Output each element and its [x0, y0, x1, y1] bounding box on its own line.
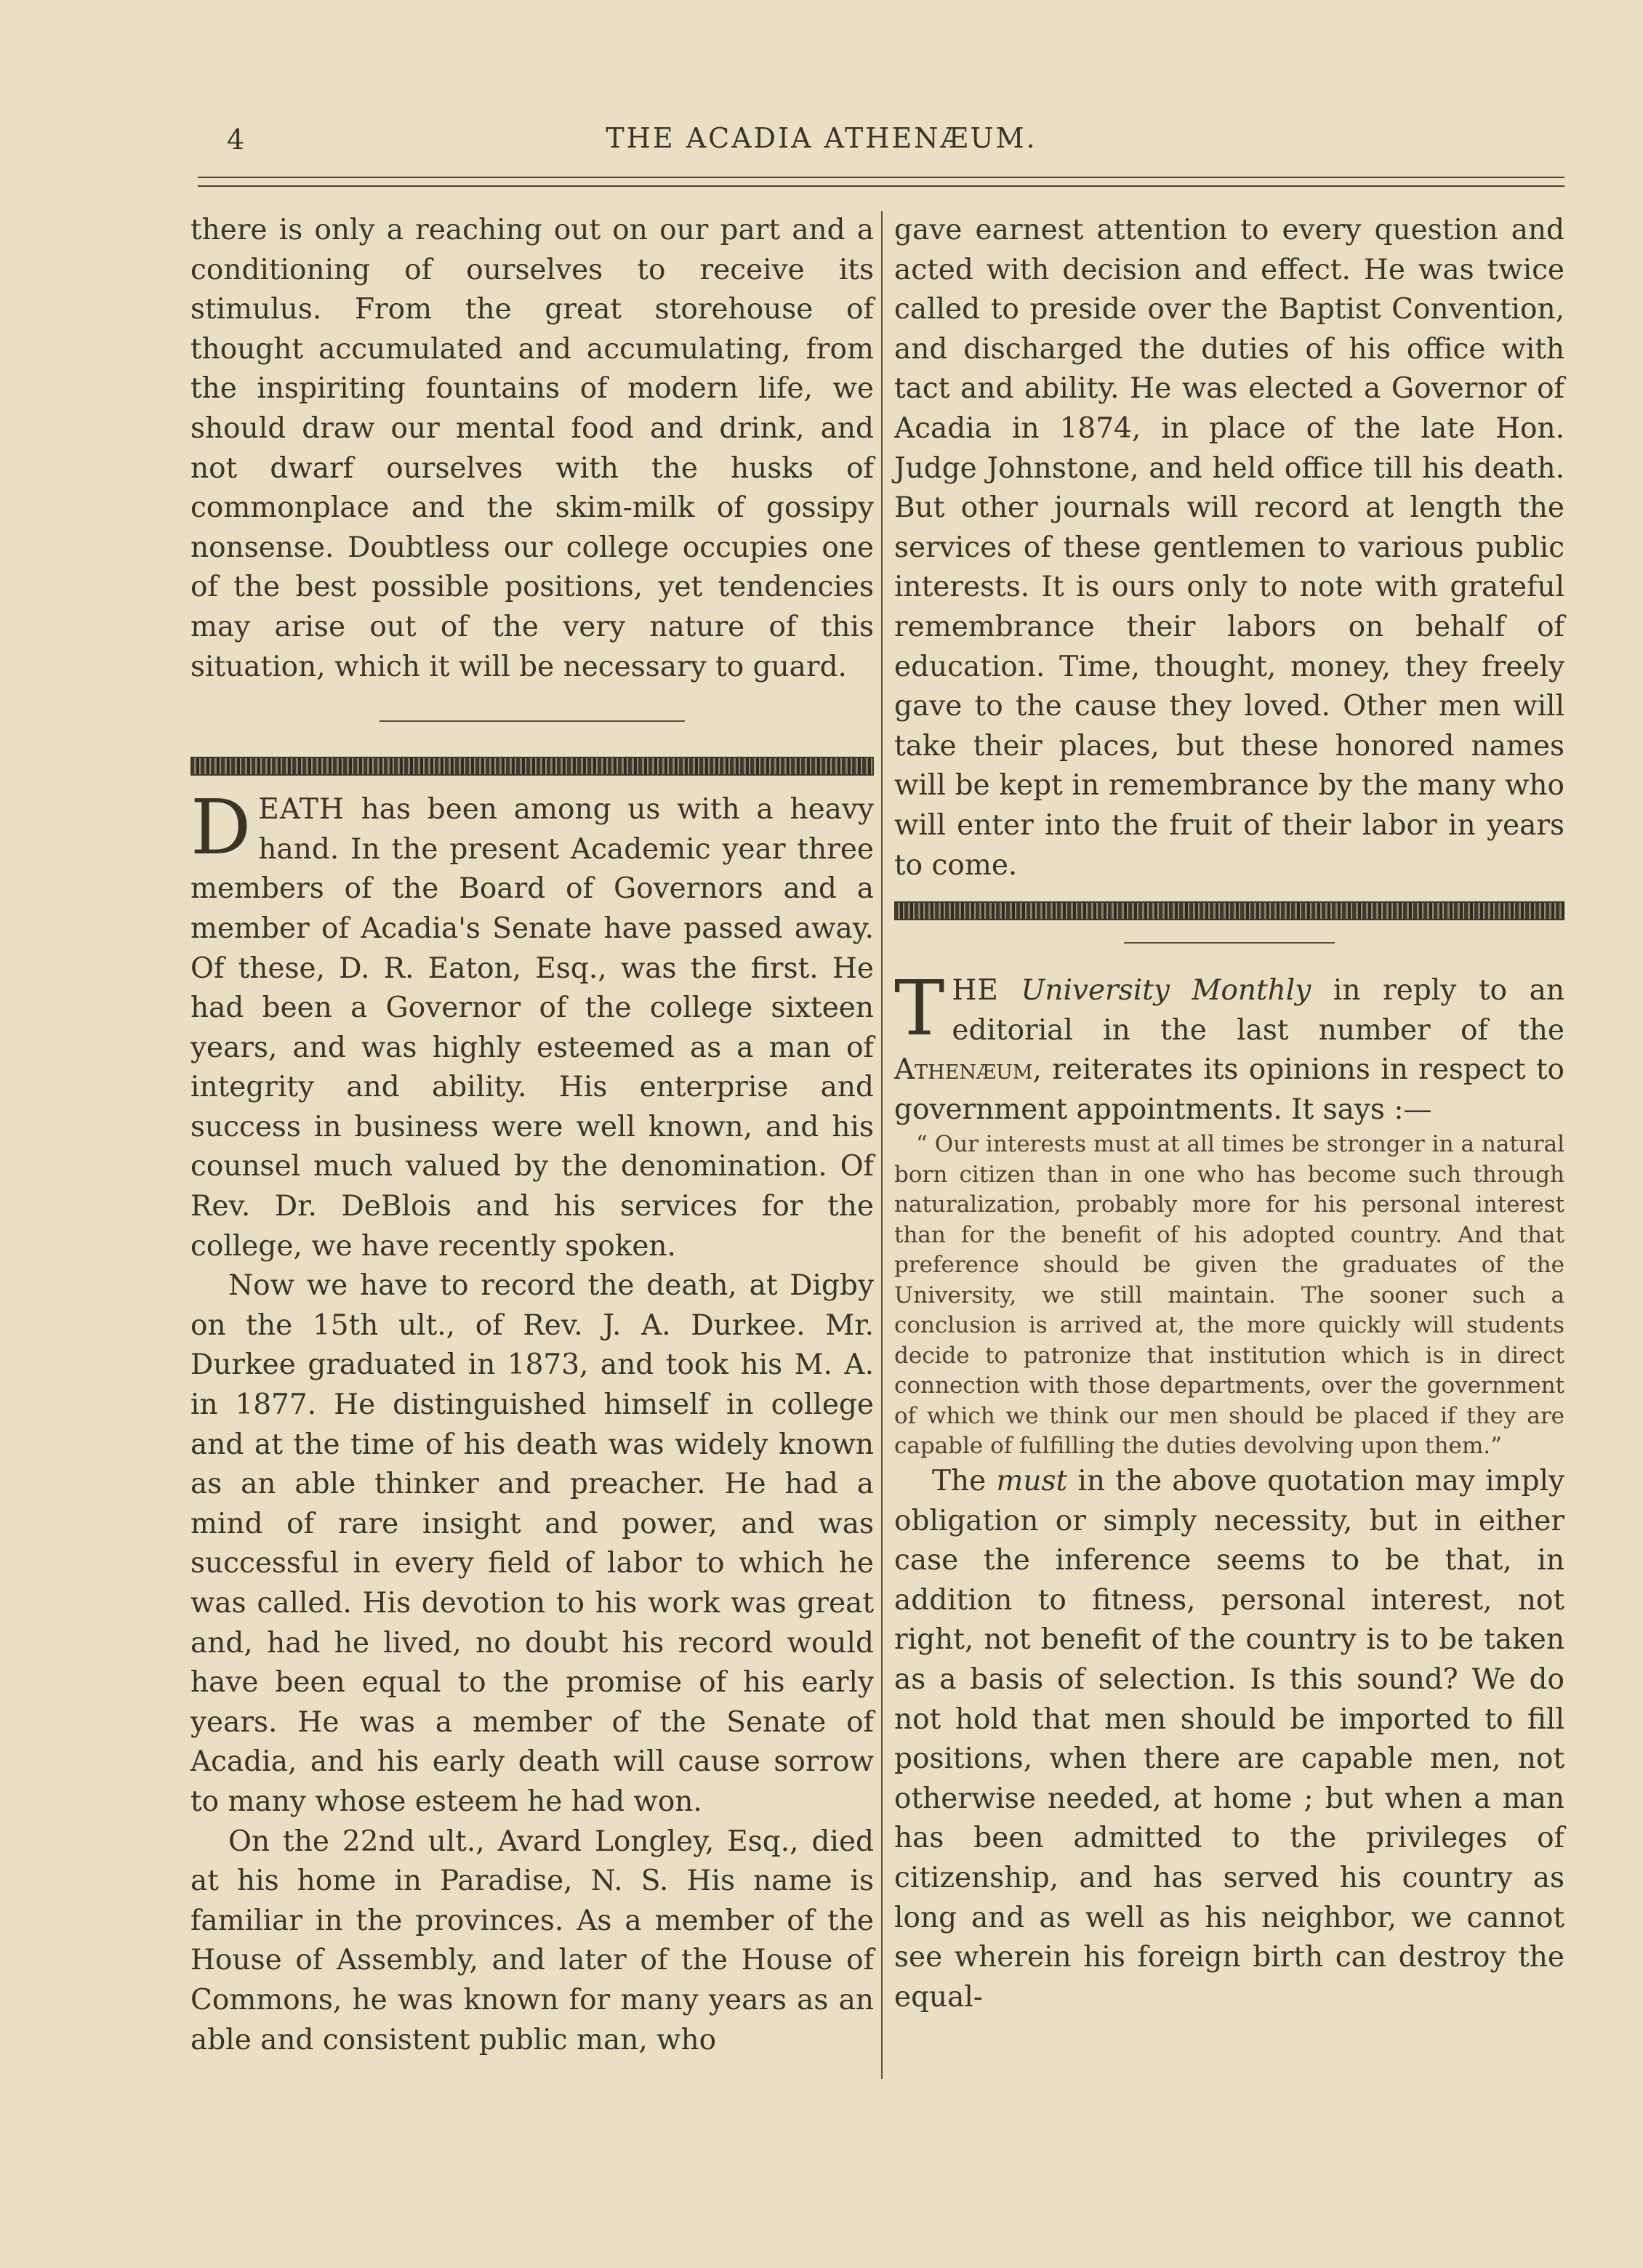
header-rule-top	[198, 177, 1564, 178]
ornamental-band	[894, 901, 1564, 920]
monthly-text-2: , reiterates its opinions in respect to government appointments. It says :—	[894, 1053, 1564, 1126]
publication-title: University Monthly	[1021, 974, 1311, 1008]
section-divider-rule	[1124, 942, 1335, 944]
monthly-text-1: in reply to an editorial in the last number of the	[952, 974, 1564, 1047]
obituary-paragraph-3: On the 22nd ult., Avard Longley, Esq., died at his home in Paradise, N. S. His name is familiar in the provinces. As a member of the House of Assembly, and later of the House of Commons, he was known for many years as an able and consistent public man, who	[190, 1825, 874, 2056]
block-quote: “ Our interests must at all times be stronger in a natural born citizen than in one who has become such through naturalization, probably more for his personal interest than for the benefit of his adopted country. And that preference should be given the graduates of the University, we still maintain. The sooner such a conclusion is arrived at, the more quickly will students decide to patronize that institution which is in direct connection with those departments, over the government of which we think our men should be placed if they are capable of fulfilling the duties devolving upon them.”	[894, 1131, 1564, 1460]
right-column	[894, 211, 1564, 2017]
commentary-paragraph	[894, 1462, 1564, 2017]
dropcap-letter: T	[894, 964, 945, 1053]
left-column	[190, 211, 874, 2060]
masthead-title: THE ACADIA ATHENÆUM.	[606, 122, 1037, 154]
intro-paragraph: there is only a reaching out on our part and a conditioning of ourselves to receive its stimulus. From the great storehouse of thought accumulated and accumulating, from the inspiriting fountains of modern life, we should draw our mental food and drink, and not dwarf ourselves with the husks of commonplace and the skim-milk of gossipy nonsense. Doubtless our college occupies one of the best possible positions, yet tendencies may arise out of the very nature of this situation, which it will be necessary to guard.	[190, 214, 874, 683]
obituary-continuation: gave earnest attention to every question and acted with decision and effect. He was twice called to preside over the Baptist Convention, and discharged the duties of his office with tact and ability. He was elected a Governor of Acadia in 1874, in place of the late Hon. Judge Johnstone, and held office till his death. But other journals will record at length the services of these gentlemen to various public interests. It is ours only to note with grateful remembrance their labors on behalf of education. Time, thought, money, they freely gave to the cause they loved. Other men will take their places, but these honored names will be kept in remembrance by the many who will enter into the fruit of their labor in years to come.	[894, 214, 1564, 882]
obituary-paragraph-1	[190, 783, 874, 1266]
section-divider-rule	[379, 720, 685, 722]
emphasized-must: must	[996, 1464, 1068, 1497]
dropcap-letter: D	[190, 783, 252, 872]
commentary-post: in the above quotation may imply obligation or simply necessity, but in either case the inference seems to be that, in addition to fitness, personal interest, not right, not benefit of the country is to be taken as a basis of selection. Is this sound? We do not hold that men should be imported to fill positions, when there are capable men, not otherwise needed, at home ; but when a man has been admitted to the privileges of citizenship, and has served his country as long and as well as his neighbor, we cannot see wherein his foreign birth can destroy the equal-	[894, 1464, 1565, 2014]
commentary-pre: The	[932, 1464, 997, 1497]
page-number: 4	[227, 124, 245, 156]
lead-word: HE	[952, 974, 999, 1008]
ornamental-band	[190, 757, 874, 776]
header-rule-bottom	[198, 185, 1564, 187]
obituary-paragraph-2: Now we have to record the death, at Digby on the 15th ult., of Rev. J. A. Durkee. Mr. Durkee graduated in 1873, and took his M. A. in 1877. He distinguished himself in college and at the time of his death was widely known as an able thinker and preacher. He had a mind of rare insight and power, and was successful in every field of labor to which he was called. His devotion to his work was great and, had he lived, no doubt his record would have been equal to the promise of his early years. He was a member of the Senate of Acadia, and his early death will cause sorrow to many whose esteem he had won.	[190, 1269, 874, 1818]
athenaeum-name: Athenæum	[894, 1053, 1033, 1087]
monthly-paragraph	[894, 964, 1564, 1130]
lead-word: EATH	[258, 793, 345, 827]
obituary-text-1: has been among us with a heavy hand. In the present Academic year three members of the Board of Governors and a member of Acadia's Senate have passed away. Of these, D. R. Eaton, Esq., was the first. He had been a Governor of the college sixteen years, and was highly esteemed as a man of integrity and ability. His enterprise and success in business were well known, and his counsel much valued by the denomination. Of Rev. Dr. DeBlois and his services for the college, we have recently spoken.	[190, 793, 874, 1263]
column-divider	[881, 211, 883, 2079]
